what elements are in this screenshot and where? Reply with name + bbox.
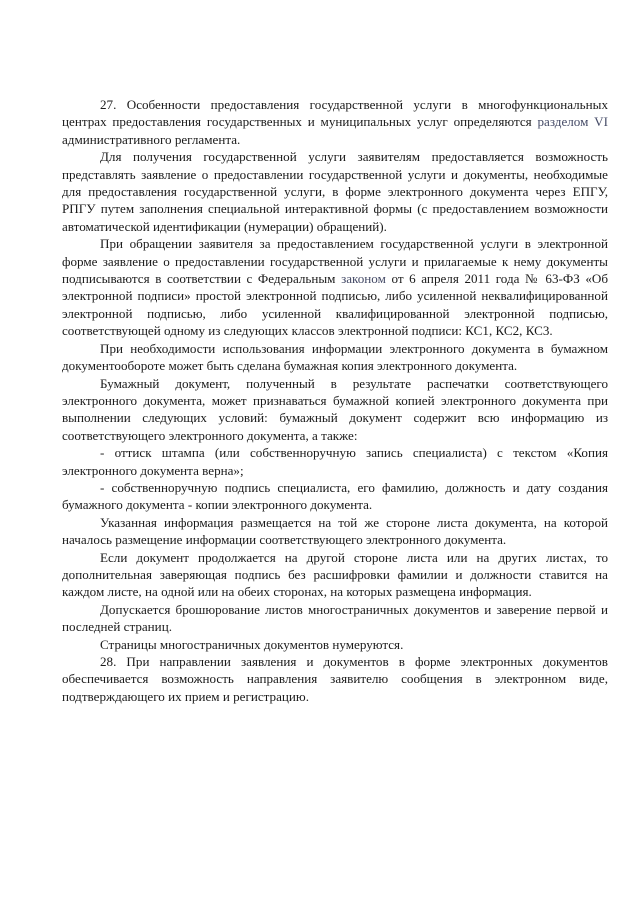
paragraph-paper-document-conditions: Бумажный документ, полученный в результате распечатки соответствующего электронного документа, может признаваться бумажной копией электронного документа при выполнении следующих условий: бумажный документ содержит всю информацию из соответствующего электронного документа, а также: — [62, 375, 608, 443]
paragraph-electronic-submission: Для получения государственной услуги заявителям предоставляется возможность представлять заявление о предоставлении государственной услуги и документы, необходимые для предоставления государственной услуги, в форме электронного документа через ЕПГУ, РПГУ путем заполнения специальной интерактивной формы (с предоставлением возможности автоматической идентификации (нумерации) обращений). — [62, 149, 608, 234]
paragraph-text: от 6 апреля 2011 года № 63-ФЗ «Об электронной подписи» простой электронной подписью, либо усиленной неквалифицированной электронной подписью, либо усиленной квалифицированной электронной подписью, соответствующей одному из следующих классов электронной подписи: КС1, КС2, КС3. — [62, 271, 609, 339]
paragraph-text: При обращении заявителя за предоставлением государственной услуги в электронной форме заявление о предоставлении государственной услуги и прилагаемые к нему документы подписываются в соответствии с Федеральным — [62, 236, 608, 287]
law-link[interactable]: законом — [341, 271, 386, 287]
paragraph-binding: Допускается брошюрование листов многостраничных документов и заверение первой и последней страниц. — [62, 601, 608, 635]
paragraph-electronic-signature — [62, 235, 608, 339]
paragraph-same-side: Указанная информация размещается на той же стороне листа документа, на которой началось размещение информации соответствующего электронного документа. — [62, 514, 608, 548]
paragraph-text: 27. Особенности предоставления государственной услуги в многофункциональных центрах предоставления государственных и муниципальных услуг определяются — [62, 97, 608, 130]
paragraph-paper-copy: При необходимости использования информации электронного документа в бумажном документообороте может быть сделана бумажная копия электронного документа. — [62, 340, 608, 374]
paragraph-28: 28. При направлении заявления и документов в форме электронных документов обеспечивается возможность направления заявителю сообщения в электронном виде, подтверждающего их прием и регистрацию. — [62, 654, 608, 704]
paragraph-text: административного регламента. — [62, 131, 241, 147]
section-vi-link[interactable]: разделом VI — [537, 114, 608, 130]
paragraph-27 — [62, 96, 608, 148]
document-page — [62, 96, 608, 705]
list-item-signature: - собственноручную подпись специалиста, его фамилию, должность и дату создания бумажного документа - копии электронного документа. — [62, 479, 608, 513]
paragraph-other-side: Если документ продолжается на другой стороне листа или на других листах, то дополнительная заверяющая подпись без расшифровки фамилии и должности ставится на каждом листе, на одной или на обеих сторонах, на которых размещена информация. — [62, 549, 608, 600]
paragraph-page-numbering: Страницы многостраничных документов нумеруются. — [100, 636, 404, 652]
list-item-stamp: - оттиск штампа (или собственноручную запись специалиста) с текстом «Копия электронного документа верна»; — [62, 445, 608, 478]
